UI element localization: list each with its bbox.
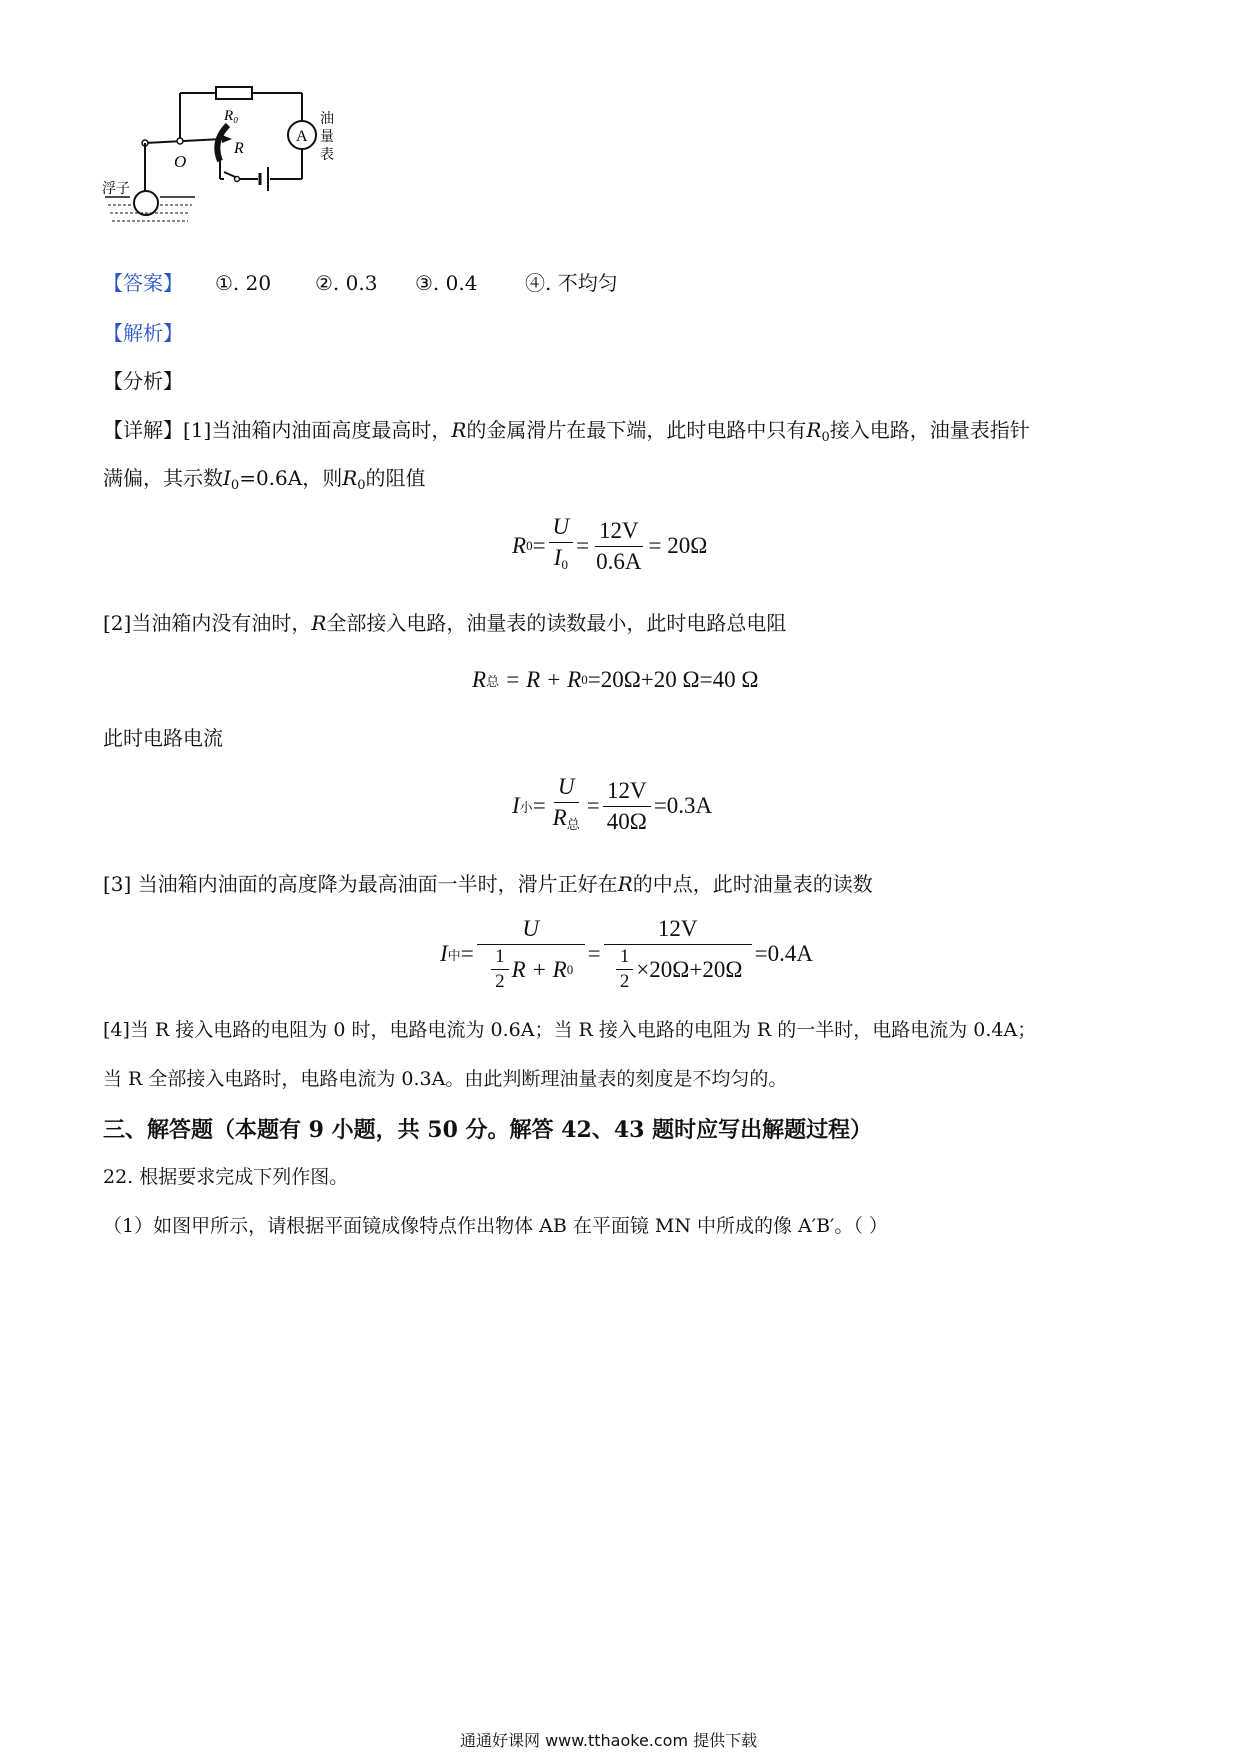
circuit-diagram [100, 85, 360, 235]
section-heading: 三、解答题（本题有 9 小题，共 50 分。解答 42、43 题时应写出解题过程） [103, 1117, 873, 1143]
label-meter-1: 油 [320, 111, 334, 127]
answer-tag: 【答案】 [103, 271, 183, 295]
label-O: O [174, 152, 187, 171]
page-footer: 通通好课网 www.tthaoke.com 提供下载 [460, 1731, 758, 1750]
detail-line-1: 【详解】[1]当油箱内油面高度最高时，R的金属滑片在最下端，此时电路中只有$R_0$接入电路，油量表指针 [103, 418, 1030, 445]
label-meter-2: 量 [320, 129, 334, 145]
question-22: 22. 根据要求完成下列作图。 [103, 1166, 349, 1188]
equation-4: I 中 = U $\frac{1}{2}$ R + R 0 = 12V $\frac{1}{2}$ ×20Ω+20Ω =0.4A [440, 916, 813, 992]
detail-line-5: [3] 当油箱内油面的高度降为最高油面一半时，滑片正好在R的中点，此时油量表的读数 [103, 872, 873, 896]
label-meter-3: 表 [320, 147, 334, 163]
analysis-tag: 【解析】 [103, 321, 183, 345]
answer-item-1: ①. 20 [215, 271, 272, 295]
circuit-figure [100, 85, 360, 235]
detail-line-3: [2]当油箱内没有油时，R全部接入电路，油量表的读数最小，此时电路总电阻 [103, 611, 787, 635]
answer-item-4: ④. 不均匀 [525, 271, 618, 295]
float [134, 191, 158, 215]
label-float: 浮子 [102, 181, 130, 197]
equation-1: R 0 = $\frac{U}{I_0}$ = $\frac{12V}{0.6A}$ = 20Ω [512, 514, 708, 574]
answer-item-2: ②. 0.3 [315, 271, 378, 295]
detail-line-7: 当 R 全部接入电路时，电路电流为 0.3A。由此判断理油量表的刻度是不均匀的。 [103, 1068, 788, 1090]
detail-line-4: 此时电路电流 [103, 726, 223, 750]
label-R: R [234, 140, 244, 157]
fixed-resistor [216, 87, 252, 99]
rheostat [217, 125, 228, 161]
equation-3: I 小 = $\frac{U}{R_总}$ = $\frac{12V}{40\Omega}$ =0.3A [512, 774, 713, 834]
detail-line-6: [4]当 R 接入电路的电阻为 0 时，电路电流为 0.6A；当 R 接入电路的电阻为 R 的一半时，电路电流为 0.4A； [103, 1019, 1037, 1041]
detail-line-2: 满偏，其示数$I_0=0.6A$，则$R_0$的阻值 [103, 466, 426, 493]
label-A: A [296, 128, 308, 145]
answer-line [103, 270, 618, 296]
fenxi-tag: 【分析】 [103, 369, 183, 393]
answer-item-3: ③. 0.4 [415, 271, 478, 295]
label-R0: R₀ [224, 108, 239, 124]
question-22-part-1: （1）如图甲所示，请根据平面镜成像特点作出物体 AB 在平面镜 MN 中所成的像 A′B′。（ ） [103, 1215, 888, 1237]
equation-2: R 总 = R + R 0 =20Ω+20 Ω=40 Ω [472, 667, 759, 692]
detail-tag: 【详解】 [103, 418, 183, 442]
